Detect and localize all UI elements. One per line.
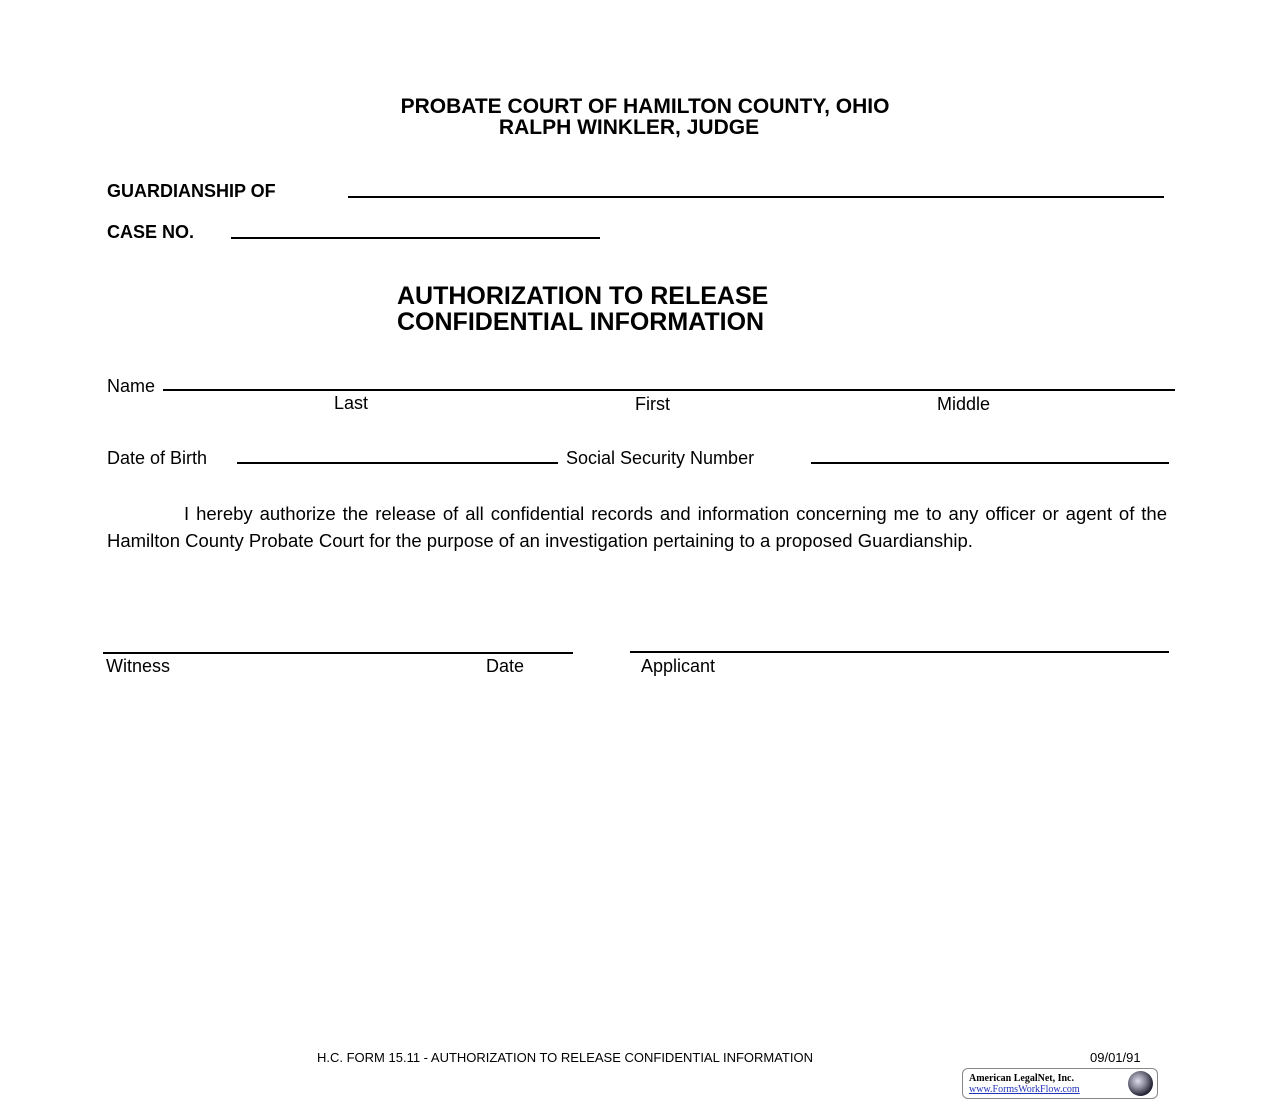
judge-name: RALPH WINKLER, JUDGE	[498, 116, 760, 139]
court-name: PROBATE COURT OF HAMILTON COUNTY, OHIO	[400, 95, 890, 118]
last-name-caption: Last	[334, 393, 369, 413]
name-field[interactable]	[163, 389, 1175, 391]
witness-caption: Witness	[106, 656, 171, 676]
witness-signature-line[interactable]	[103, 652, 573, 654]
first-name-caption: First	[635, 394, 670, 414]
guardianship-label: GUARDIANSHIP OF	[107, 181, 276, 201]
case-number-label: CASE NO.	[107, 222, 195, 242]
name-label: Name	[107, 376, 156, 396]
dob-label: Date of Birth	[107, 448, 208, 468]
applicant-caption: Applicant	[641, 656, 716, 676]
authorization-text: I hereby authorize the release of all confidential records and information concerning me to any officer or agent of the Hamilton County Probate Court for the purpose of an investigation pertaining to a proposed Guardianship.	[107, 503, 1167, 551]
ssn-field[interactable]	[811, 462, 1169, 464]
footer-form-id: H.C. FORM 15.11 - AUTHORIZATION TO RELEASE CONFIDENTIAL INFORMATION	[317, 1050, 813, 1065]
guardianship-field[interactable]	[348, 196, 1164, 198]
ssn-label: Social Security Number	[566, 448, 755, 468]
american-legalnet-logo	[962, 1068, 1158, 1099]
applicant-signature-line[interactable]	[630, 651, 1169, 653]
logo-company-name: American LegalNet, Inc.	[969, 1073, 1074, 1084]
case-number-field[interactable]	[231, 237, 600, 239]
date-caption: Date	[486, 656, 525, 676]
footer-date: 09/01/91	[1090, 1050, 1141, 1065]
form-title-line2: CONFIDENTIAL INFORMATION	[397, 308, 765, 336]
globe-icon	[1128, 1071, 1153, 1096]
logo-url-link[interactable]: www.FormsWorkFlow.com	[969, 1084, 1080, 1095]
dob-field[interactable]	[237, 462, 558, 464]
middle-name-caption: Middle	[937, 394, 991, 414]
form-title-line1: AUTHORIZATION TO RELEASE	[397, 282, 769, 310]
